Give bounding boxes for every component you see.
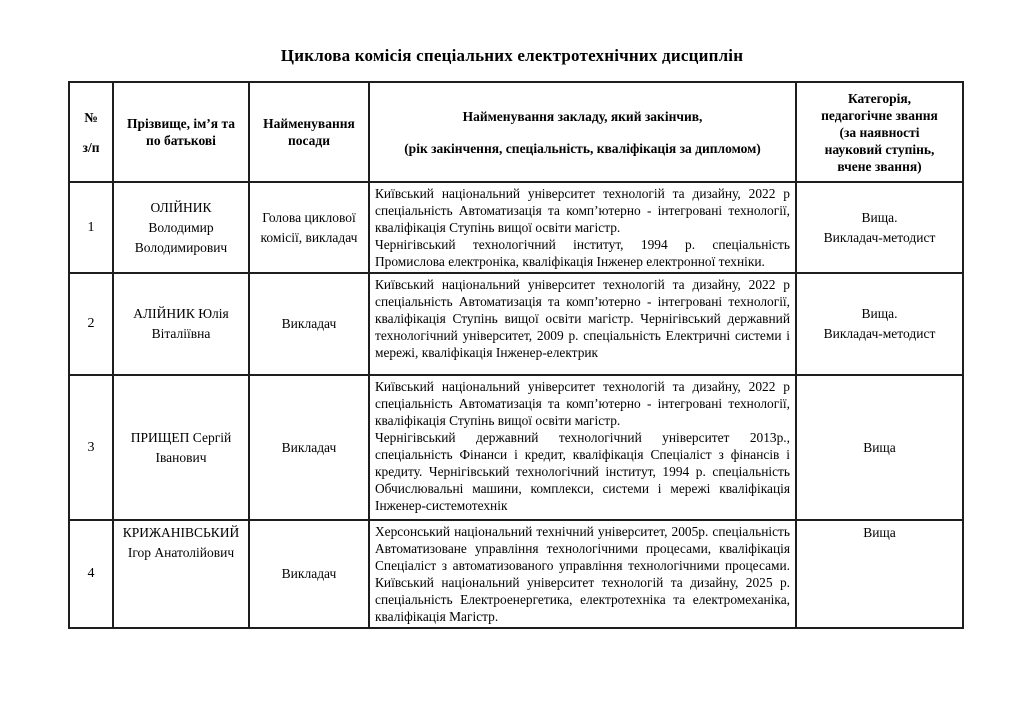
education-paragraph: Київський національний університет технологій та дизайну, 2022 р спеціальність Автоматизація та комп’ютерно - інтегровані технології, кваліфікація Ступінь вищої освіти магістр. Чернігівський державний технологічний університет, 2009 р. спеціальність Електричні системи і мережі, кваліфікація Інженер-електрик (375, 277, 790, 360)
table-row (69, 375, 963, 520)
category-line: Викладач-методист (823, 229, 936, 245)
education-paragraph: Херсонський національний технічний університет, 2005р. спеціальність Автоматизоване управління технологічними процесами, кваліфікація Спеціаліст з автоматизованого управління технологічними процесами. Київський національний університет технологій та дизайну, 2025 р. спеціальність Електроенергетика, електротехніка та електромеханіка, кваліфікація Магістр. (375, 524, 790, 624)
spacer (75, 126, 107, 139)
category-line: Вища. (861, 306, 898, 321)
education-info (369, 273, 796, 375)
person-name (113, 375, 249, 520)
table-row (69, 273, 963, 375)
position-title: Викладач (249, 375, 369, 520)
column-header-category (796, 82, 963, 182)
education-paragraph: Чернігівський технологічний інститут, 1994 р. спеціальність Промислова електроніка, кваліфікація Інженер електронної техніки. (375, 237, 790, 269)
category-info (796, 273, 963, 375)
row-number: 4 (69, 520, 113, 628)
category-info (796, 182, 963, 273)
position-title: Голова циклової комісії, викладач (249, 182, 369, 273)
column-header-number-line2: з/п (82, 139, 100, 155)
column-header-institution (369, 82, 796, 182)
column-header-category-line: Категорія, (847, 90, 912, 106)
staff-table (68, 81, 964, 629)
person-name-line: АЛІЙНИК Юлія (133, 306, 229, 321)
column-header-number-line1: № (84, 109, 98, 125)
column-header-institution-line1: Найменування закладу, який закінчив, (462, 108, 703, 124)
education-paragraph: Київський національний університет технологій та дизайну, 2022 р спеціальність Автоматизація та комп’ютерно - інтегровані технології, кваліфікація Ступінь вищої освіти магістр. (375, 379, 790, 428)
person-name-line: КРИЖАНІВСЬКИЙ (122, 525, 240, 540)
column-header-category-line: вчене звання) (837, 158, 922, 174)
category-line: Викладач-методист (823, 326, 936, 341)
category-line: Вища (863, 525, 896, 540)
category-line: Вища. (861, 209, 898, 225)
person-name-line: Ігор Анатолійович (127, 545, 235, 560)
person-name-line: ОЛІЙНИК (150, 199, 212, 215)
column-header-category-line: (за наявності (839, 124, 920, 140)
person-name (113, 273, 249, 375)
column-header-institution-line2: (рік закінчення, спеціальність, кваліфікація за дипломом) (404, 140, 761, 156)
column-header-name: Прізвище, ім’я та по батькові (113, 82, 249, 182)
column-header-position: Найменування посади (249, 82, 369, 182)
education-paragraph: Київський національний університет технологій та дизайну, 2022 р спеціальність Автоматизація та комп’ютерно - інтегровані технології, кваліфікація Ступінь вищої освіти магістр. (375, 186, 790, 235)
education-info (369, 182, 796, 273)
education-paragraph: Чернігівський державний технологічний університет 2013р., спеціальність Фінанси і кредит, кваліфікація Спеціаліст з фінансів і кредиту. Чернігівський технологічний інститут, 1994 р. спеціальність Обчислювальні машини, комплекси, системи і мережі кваліфікація Інженер-системотехнік (375, 430, 790, 513)
education-info (369, 520, 796, 628)
category-info (796, 375, 963, 520)
table-row (69, 520, 963, 628)
column-header-category-line: науковий ступінь, (824, 141, 935, 157)
row-number: 3 (69, 375, 113, 520)
column-header-category-line: педагогічне звання (821, 107, 938, 123)
person-name-line: ПРИЩЕП Сергій (130, 429, 232, 445)
education-info (369, 375, 796, 520)
person-name-line: Володимирович (134, 239, 228, 255)
person-name (113, 520, 249, 628)
table-header-row (69, 82, 963, 182)
category-info (796, 520, 963, 628)
table-row (69, 182, 963, 273)
row-number: 2 (69, 273, 113, 375)
row-number: 1 (69, 182, 113, 273)
spacer (375, 125, 790, 140)
category-line: Вища (863, 439, 896, 455)
position-title: Викладач (249, 273, 369, 375)
person-name (113, 182, 249, 273)
page-title: Циклова комісія спеціальних електротехнічних дисциплін (280, 46, 744, 65)
person-name-line: Віталіївна (151, 326, 211, 341)
person-name-line: Іванович (155, 449, 207, 465)
person-name-line: Володимир (148, 219, 214, 235)
column-header-number (69, 82, 113, 182)
position-title: Викладач (249, 520, 369, 628)
